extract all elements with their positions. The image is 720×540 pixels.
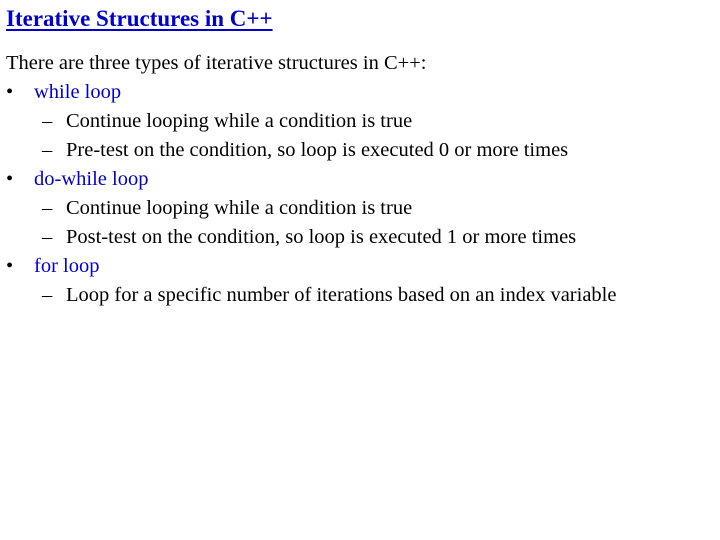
bullet-item-while-loop: [6, 78, 720, 107]
dash-icon: –: [42, 284, 53, 306]
dash-icon: –: [42, 197, 53, 219]
sub-point: [6, 107, 720, 136]
bullet-item-do-while-loop: [6, 165, 720, 194]
bullet-term: while loop: [34, 81, 122, 103]
sub-point-text: Pre-test on the condition, so loop is executed 0 or more times: [66, 139, 569, 161]
bullet-term: for loop: [34, 255, 100, 277]
sub-point: [6, 281, 720, 310]
sub-point: [6, 223, 720, 252]
sub-point-text: Post-test on the condition, so loop is executed 1 or more times: [66, 226, 577, 248]
intro-text: There are three types of iterative structures in C++:: [6, 52, 427, 74]
dash-icon: –: [42, 226, 53, 248]
bullet-term: do-while loop: [34, 168, 149, 190]
bullet-icon: •: [6, 255, 14, 277]
sub-point-text: Loop for a specific number of iterations based on an index variable: [66, 284, 617, 306]
slide-title: Iterative Structures in C++: [6, 6, 273, 31]
bullet-item-for-loop: [6, 252, 720, 281]
sub-point-text: Continue looping while a condition is true: [66, 110, 413, 132]
slide-body: [6, 49, 720, 310]
sub-point: [6, 136, 720, 165]
bullet-icon: •: [6, 81, 14, 103]
dash-icon: –: [42, 110, 53, 132]
sub-point: [6, 194, 720, 223]
sub-point-text: Continue looping while a condition is true: [66, 197, 413, 219]
bullet-icon: •: [6, 168, 14, 190]
dash-icon: –: [42, 139, 53, 161]
